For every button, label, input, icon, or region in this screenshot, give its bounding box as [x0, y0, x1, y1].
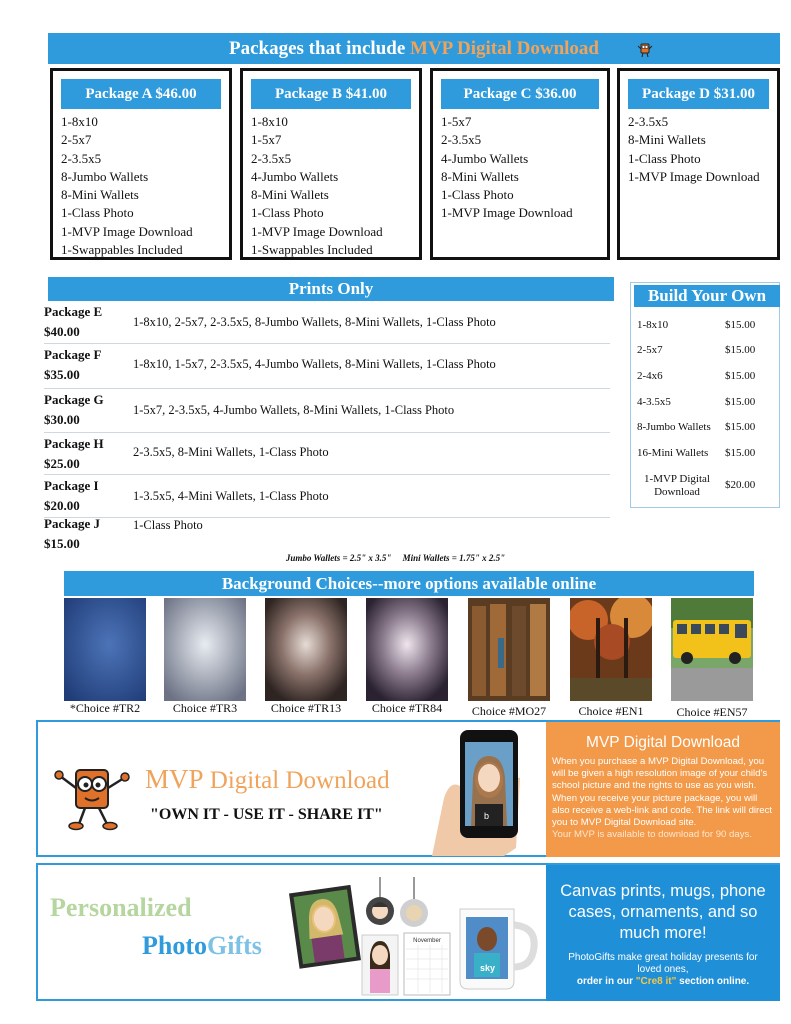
background-choice-label: Choice #TR13: [270, 701, 342, 715]
background-choice-en1: [570, 598, 652, 701]
package-a-items: [61, 113, 193, 259]
gifts-title-personalized: Personalized: [50, 893, 192, 922]
package-name: Package H $25.00: [44, 436, 104, 471]
background-choices-banner: Background Choices--more options available online: [64, 571, 754, 596]
package-name: Package G $30.00: [44, 392, 104, 427]
wallet-sizes-note: Jumbo Wallets = 2.5" x 3.5" Mini Wallets = 1.75" x 2.5": [285, 553, 506, 563]
background-choice-label: Choice #TR3: [172, 701, 238, 715]
package-item: 1-Swappables Included: [251, 242, 373, 258]
mvp-mascot-icon: [52, 760, 132, 832]
background-choice-label: Choice #TR84: [371, 701, 443, 715]
package-item: 4-Jumbo Wallets: [251, 168, 339, 184]
package-d-title: Package D $31.00: [628, 79, 769, 109]
banner-accent: MVP Digital Download: [410, 38, 599, 59]
package-c-box: [430, 68, 610, 260]
package-item: 1-Class Photo: [441, 187, 514, 203]
prints-only-banner: Prints Only: [48, 277, 614, 301]
package-item: 1-MVP Image Download: [441, 205, 573, 221]
prints-row: [44, 345, 610, 389]
package-item: 8-Mini Wallets: [251, 187, 329, 203]
package-item: 1-Class Photo: [251, 205, 324, 221]
mvp-slogan: "OWN IT - USE IT - SHARE IT": [150, 806, 383, 823]
package-b-box: [240, 68, 422, 260]
package-description: 2-3.5x5, 8-Mini Wallets, 1-Class Photo: [133, 445, 329, 459]
package-a-box: [50, 68, 232, 260]
package-item: 1-MVP Image Download: [628, 168, 760, 184]
photo-gifts-panel: [36, 863, 780, 1001]
package-b-title: Package B $41.00: [251, 79, 411, 109]
prints-row: [44, 302, 610, 344]
package-description: 1-8x10, 2-5x7, 2-3.5x5, 8-Jumbo Wallets, 8-Mini Wallets, 1-Class Photo: [133, 315, 496, 329]
package-item: 1-Class Photo: [628, 150, 701, 166]
packages-mvp-banner: [48, 33, 780, 64]
background-choice-tr3: [164, 598, 246, 701]
background-choice-tr2: [64, 598, 146, 701]
mvp-info-note: Your MVP is available to download for 90 days.: [552, 829, 752, 841]
background-choice-tr84: [366, 598, 448, 701]
package-name: Package J $15.00: [44, 516, 100, 551]
package-item: 1-MVP Image Download: [61, 223, 193, 239]
package-item: 8-Jumbo Wallets: [61, 168, 149, 184]
package-item: 1-8x10: [61, 114, 98, 129]
phone-in-hand-image: [424, 728, 544, 856]
package-description: 1-5x7, 2-3.5x5, 4-Jumbo Wallets, 8-Mini Wallets, 1-Class Photo: [133, 403, 455, 417]
prints-row: [44, 390, 610, 433]
package-item: 2-3.5x5: [251, 150, 292, 166]
package-item: 1-5x7: [251, 132, 282, 148]
mvp-info-text: When you purchase a MVP Digital Download, you will be given a high resolution image of your child's school picture and the rights to use as you wish. When you receive your picture package, you will also receive a web-link and code. The link will direct you to MVP Digital Download site.: [552, 756, 773, 829]
mvp-info-title: MVP Digital Download: [586, 734, 740, 751]
background-choice-label: Choice #MO27: [471, 704, 547, 718]
package-item: 8-Mini Wallets: [441, 168, 519, 184]
package-item: 1-8x10: [251, 114, 288, 129]
build-your-own-box: Build Your Own 1-8x10 $15.00 2-5x7 $15.00 2-4x6 $15.00 4-3.5x5 $15.00 8-Jumbo Wallets $15.00 16-Mini Wallets $15.00 1-MVP Digital Download $20.00: [630, 282, 780, 508]
mvp-info-box: [546, 722, 780, 857]
package-b-items: [251, 113, 383, 259]
mug-print-text: sky: [480, 963, 496, 973]
package-item: 1-MVP Image Download: [251, 223, 383, 239]
banner-prefix: Packages that include: [229, 38, 411, 59]
build-your-own-title: Build Your Own: [634, 285, 780, 307]
prints-row: [44, 514, 610, 552]
gifts-title-photogifts: PhotoGifts: [142, 931, 262, 960]
background-choice-label: *Choice #TR2: [69, 701, 141, 715]
package-item: 8-Mini Wallets: [628, 132, 706, 148]
package-c-items: [441, 113, 573, 223]
package-item: 1-Class Photo: [61, 205, 134, 221]
package-item: 1-Swappables Included: [61, 242, 183, 258]
package-item: 2-3.5x5: [441, 132, 482, 148]
package-d-box: [617, 68, 780, 260]
package-name: Package I $20.00: [44, 478, 99, 513]
mvp-mascot-icon: [636, 40, 654, 58]
background-choice-tr13: [265, 598, 347, 701]
package-name: Package F $35.00: [44, 347, 102, 382]
calendar-month-label: November: [413, 938, 441, 944]
mvp-digital-download-panel: [36, 720, 780, 857]
package-description: 1-Class Photo: [133, 518, 203, 532]
photo-gifts-collage-image: [288, 877, 544, 999]
package-name: Package E $40.00: [44, 304, 103, 339]
background-choice-label: Choice #EN1: [578, 704, 644, 718]
background-choice-label: Choice #EN57: [676, 705, 748, 719]
prints-row: [44, 476, 610, 518]
background-choice-mo27: [468, 598, 550, 701]
photo-gifts-info-box: [546, 865, 780, 1001]
package-d-items: [628, 113, 760, 186]
package-item: 8-Mini Wallets: [61, 187, 139, 203]
mvp-title: MVP Digital Download: [145, 764, 390, 794]
photo-gifts-headline: Canvas prints, mugs, phone cases, ornaments, and so much more!: [560, 882, 766, 942]
package-item: 2-5x7: [61, 132, 92, 148]
package-item: 2-3.5x5: [61, 150, 102, 166]
package-c-title: Package C $36.00: [441, 79, 599, 109]
package-item: 4-Jumbo Wallets: [441, 150, 529, 166]
svg-text:b: b: [484, 811, 490, 821]
package-description: 1-8x10, 1-5x7, 2-3.5x5, 4-Jumbo Wallets, 8-Mini Wallets, 1-Class Photo: [133, 357, 496, 371]
package-item: 1-5x7: [441, 114, 472, 129]
background-choice-en57: [671, 598, 753, 701]
photo-gifts-subtext: PhotoGifts make great holiday presents for loved ones, order in our "Cre8 it" section online.: [568, 952, 758, 987]
package-a-title: Package A $46.00: [61, 79, 221, 109]
package-item: 2-3.5x5: [628, 114, 669, 129]
prints-row: [44, 434, 610, 475]
package-description: 1-3.5x5, 4-Mini Wallets, 1-Class Photo: [133, 489, 329, 503]
